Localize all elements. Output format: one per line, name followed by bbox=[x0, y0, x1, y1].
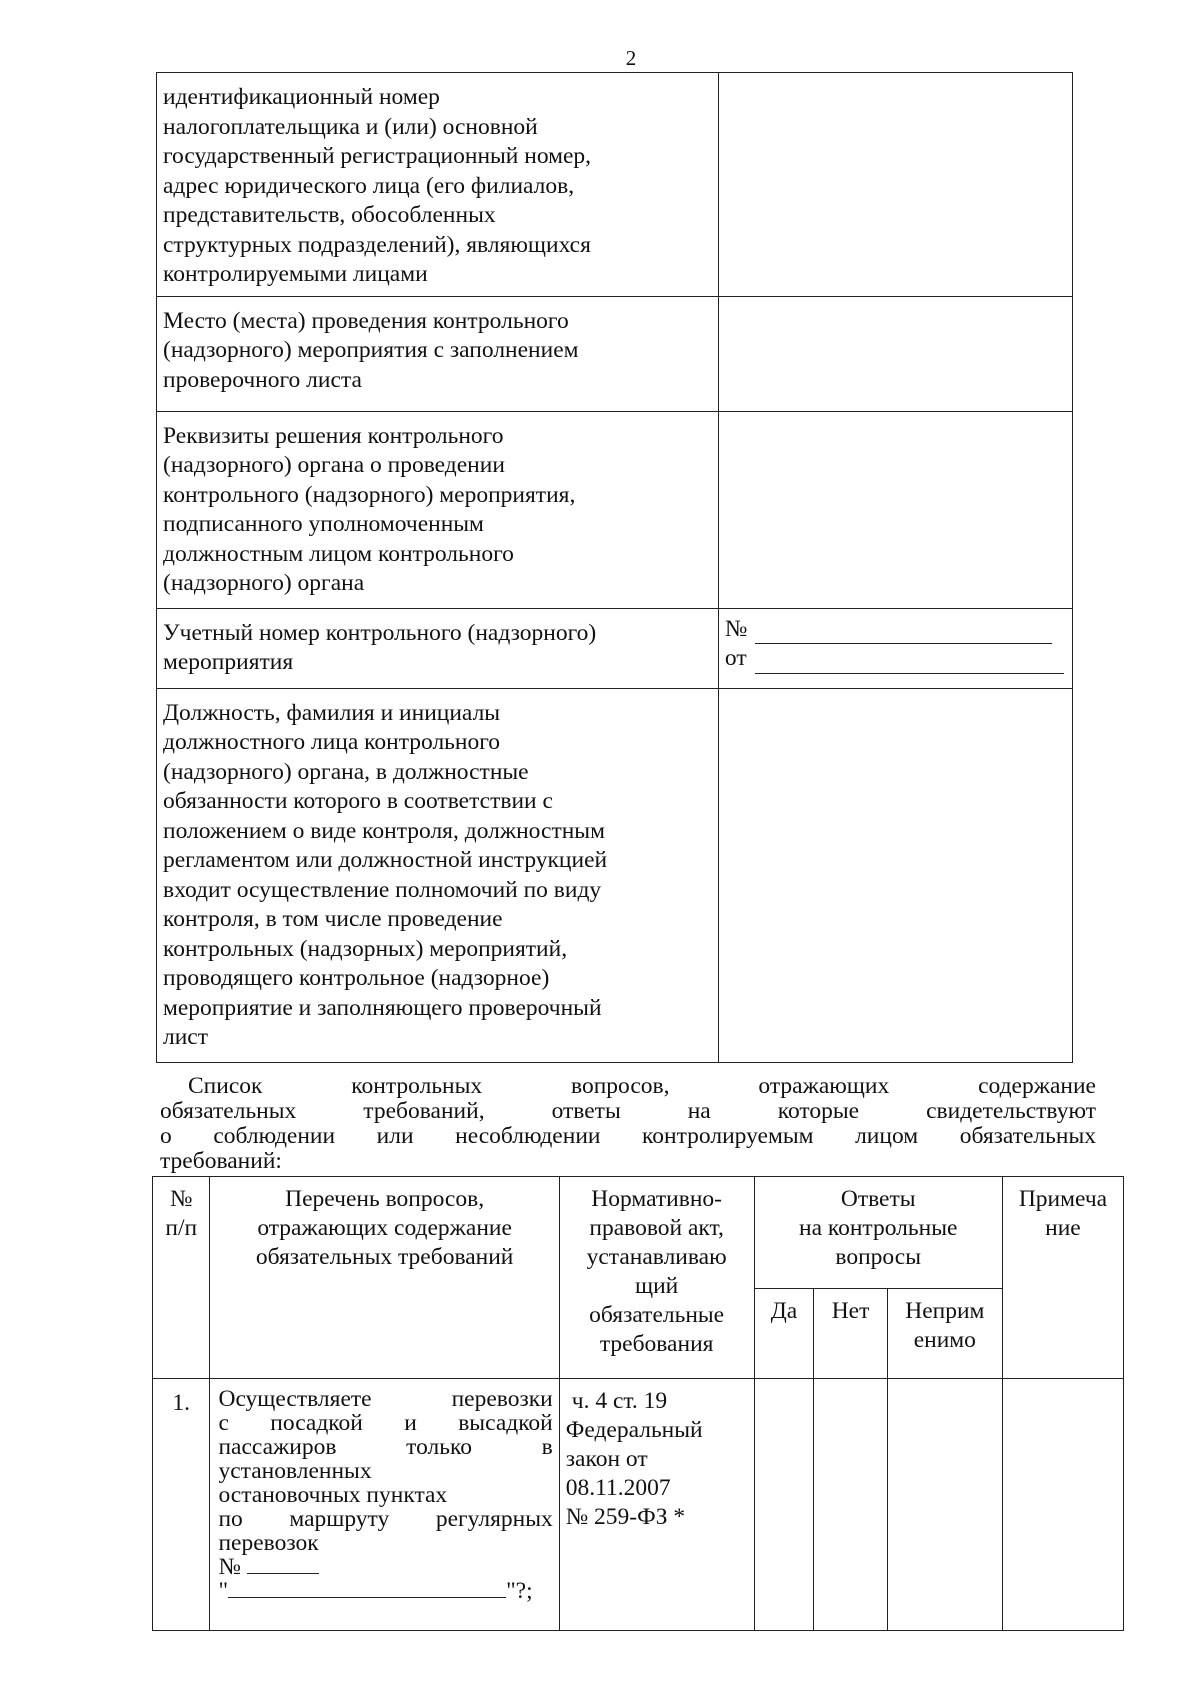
header-act bbox=[559, 1177, 754, 1379]
label-line: контроля, в том числе проведение bbox=[163, 906, 503, 932]
route-number-line[interactable] bbox=[218, 1555, 552, 1579]
route-number-blank bbox=[247, 1555, 319, 1574]
checklist-table bbox=[152, 1176, 1124, 1631]
record-date-line[interactable] bbox=[725, 644, 1064, 674]
route-number-sign: № bbox=[218, 1554, 241, 1580]
info-label bbox=[157, 73, 719, 297]
label-line: подписанного уполномоченным bbox=[163, 511, 484, 537]
number-blank-line bbox=[755, 621, 1052, 644]
info-row-official bbox=[157, 688, 1073, 1062]
label-line: Место (места) проведения контрольного bbox=[163, 307, 569, 334]
header-line: щий bbox=[635, 1273, 679, 1299]
note-cell[interactable] bbox=[1002, 1379, 1123, 1631]
header-questions bbox=[210, 1177, 559, 1379]
label-line: входит осуществление полномочий по виду bbox=[163, 876, 602, 903]
header-num bbox=[153, 1177, 210, 1379]
intro-line: Список контрольных вопросов, отражающих содержание bbox=[188, 1073, 1096, 1099]
intro-line: о соблюдении или несоблюдении контролируемым лицом обязательных bbox=[160, 1123, 1096, 1149]
label-line: (надзорного) органа, в должностные bbox=[163, 758, 529, 785]
label-line: проверочного листа bbox=[163, 366, 362, 393]
label-line: структурных подразделений), являющихся bbox=[163, 231, 591, 258]
question-line: пассажиров только в bbox=[218, 1434, 553, 1460]
header-answers bbox=[754, 1177, 1002, 1289]
header-line: Неприм bbox=[905, 1298, 985, 1324]
header-line: Перечень вопросов, bbox=[285, 1186, 485, 1212]
header-line: отражающих содержание bbox=[257, 1215, 512, 1241]
info-row-record-number bbox=[157, 608, 1073, 688]
label-line: обязанности которого в соответствии с bbox=[163, 788, 553, 814]
header-line: Примеча bbox=[1018, 1186, 1108, 1212]
label-line: контрольных (надзорных) мероприятий, bbox=[163, 935, 568, 962]
label-line: идентификационный номер bbox=[163, 84, 440, 110]
label-line: Реквизиты решения контрольного bbox=[163, 422, 504, 449]
answer-not-applicable-cell[interactable] bbox=[887, 1379, 1002, 1631]
header-no: Нет bbox=[814, 1289, 887, 1379]
header-line: Нормативно- bbox=[591, 1186, 723, 1212]
header-line: п/п bbox=[165, 1215, 198, 1241]
date-blank-line bbox=[755, 651, 1064, 674]
row-act bbox=[559, 1379, 754, 1631]
label-line: Должность, фамилия и инициалы bbox=[163, 699, 501, 726]
header-line: ние bbox=[1045, 1215, 1081, 1241]
label-line: контрольного (надзорного) мероприятия, bbox=[163, 481, 576, 508]
label-line: (надзорного) мероприятия с заполнением bbox=[163, 337, 579, 363]
route-name-blank bbox=[228, 1579, 506, 1598]
info-table bbox=[156, 72, 1073, 1063]
info-label bbox=[157, 608, 719, 688]
record-number-line[interactable] bbox=[725, 615, 1064, 645]
quote-close: "?; bbox=[506, 1578, 533, 1604]
info-row-place bbox=[157, 296, 1073, 411]
row-question bbox=[210, 1379, 559, 1631]
label-line: проводящего контрольное (надзорное) bbox=[163, 965, 550, 991]
label-line: мероприятие и заполняющего проверочный bbox=[163, 994, 602, 1021]
record-number-cell bbox=[718, 608, 1072, 688]
label-line: Учетный номер контрольного (надзорного) bbox=[163, 619, 597, 646]
question-line: установленных bbox=[218, 1458, 372, 1484]
info-value-field[interactable] bbox=[718, 296, 1072, 411]
label-line: должностным лицом контрольного bbox=[163, 540, 514, 567]
label-line: адрес юридического лица (его филиалов, bbox=[163, 172, 575, 199]
label-line: контролируемыми лицами bbox=[163, 261, 428, 287]
intro-line: обязательных требований, ответы на которые свидетельствуют bbox=[160, 1098, 1096, 1124]
info-value-field[interactable] bbox=[718, 688, 1072, 1062]
quote-open: " bbox=[218, 1578, 229, 1604]
header-line: обязательных требований bbox=[255, 1244, 514, 1270]
question-line: перевозок bbox=[218, 1530, 319, 1556]
page-number: 2 bbox=[625, 46, 637, 70]
label-line: положением о виде контроля, должностным bbox=[163, 817, 605, 844]
number-sign: № bbox=[724, 615, 748, 642]
date-prefix: от bbox=[724, 645, 747, 671]
act-line: ч. 4 ст. 19 bbox=[571, 1388, 668, 1414]
info-row-taxpayer bbox=[157, 73, 1073, 297]
label-line: должностного лица контрольного bbox=[163, 729, 501, 755]
info-value-field[interactable] bbox=[718, 411, 1072, 608]
act-line: закон от bbox=[565, 1446, 648, 1472]
checklist-row bbox=[153, 1379, 1124, 1631]
question-line: остановочных пунктах bbox=[218, 1482, 448, 1508]
info-value-field[interactable] bbox=[718, 73, 1072, 297]
label-line: регламентом или должностной инструкцией bbox=[163, 847, 608, 873]
header-line: Ответы bbox=[840, 1186, 916, 1212]
question-line: Осуществляете перевозки bbox=[218, 1386, 553, 1412]
label-line: (надзорного) органа о проведении bbox=[163, 452, 505, 478]
header-note bbox=[1002, 1177, 1123, 1379]
header-line: устанавливаю bbox=[586, 1244, 727, 1270]
act-line: 08.11.2007 bbox=[565, 1475, 671, 1501]
act-line: № 259-ФЗ * bbox=[565, 1504, 686, 1530]
label-line: лист bbox=[163, 1024, 209, 1050]
label-line: (надзорного) органа bbox=[163, 570, 365, 596]
info-label bbox=[157, 411, 719, 608]
header-line: вопросы bbox=[835, 1244, 921, 1270]
info-label bbox=[157, 296, 719, 411]
label-line: государственный регистрационный номер, bbox=[163, 143, 592, 169]
act-line: Федеральный bbox=[565, 1417, 703, 1443]
info-row-decision bbox=[157, 411, 1073, 608]
intro-line: требований: bbox=[160, 1148, 282, 1174]
info-label bbox=[157, 688, 719, 1062]
header-line: обязательные bbox=[589, 1302, 725, 1328]
header-line: № bbox=[170, 1186, 193, 1212]
header-line: требования bbox=[599, 1331, 714, 1357]
question-line: с посадкой и высадкой bbox=[218, 1410, 553, 1436]
row-number: 1. bbox=[153, 1379, 210, 1631]
checklist-header-row bbox=[153, 1177, 1124, 1289]
header-yes: Да bbox=[754, 1289, 814, 1379]
header-not-applicable bbox=[887, 1289, 1002, 1379]
label-line: налогоплательщика и (или) основной bbox=[163, 113, 538, 140]
answer-no-cell[interactable] bbox=[814, 1379, 887, 1631]
checklist-intro bbox=[160, 1074, 1096, 1174]
header-line: на контрольные bbox=[799, 1215, 958, 1241]
label-line: мероприятия bbox=[163, 649, 294, 675]
header-line: енимо bbox=[913, 1327, 976, 1353]
route-name-line[interactable] bbox=[218, 1579, 552, 1603]
header-line: правовой акт, bbox=[589, 1215, 724, 1241]
question-line: по маршруту регулярных bbox=[218, 1506, 553, 1532]
label-line: представительств, обособленных bbox=[163, 202, 496, 228]
answer-yes-cell[interactable] bbox=[754, 1379, 814, 1631]
